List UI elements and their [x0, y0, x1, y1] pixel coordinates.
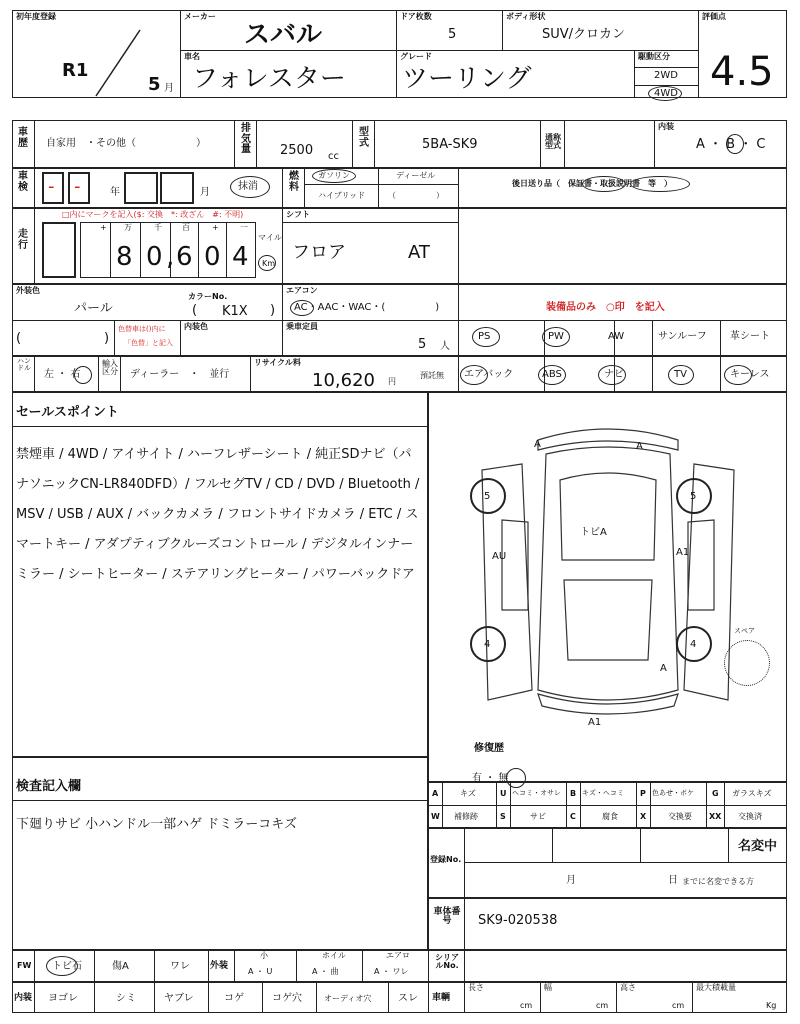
model-value: 5BA-SK9: [422, 137, 478, 152]
int-label: 内装: [14, 993, 33, 1003]
name-change-note: までに名変できる方: [682, 877, 754, 886]
displacement-unit: cc: [328, 151, 339, 162]
spare-tire: [724, 640, 770, 686]
height-cm: cm: [672, 1001, 685, 1010]
sales-points-title: セールスポイント: [16, 405, 119, 420]
equip-navi-circle: [598, 365, 626, 385]
color-no-value: K1X: [222, 304, 248, 319]
first-reg-label: 初年度登録: [16, 12, 56, 21]
equip-abs: ABS: [542, 369, 562, 380]
drive-2wd: 2WD: [654, 70, 678, 81]
diag-mark-tire-fr: 5: [690, 491, 697, 502]
legend-r2-code-2: S: [500, 812, 506, 821]
equipment-label: 装備品のみ ○印 を記入: [546, 302, 665, 313]
int-item-5: コゲ穴: [272, 993, 302, 1004]
displacement-value: 2500: [280, 143, 314, 158]
capacity-label: 乗車定員: [286, 322, 318, 331]
reg-day-unit: 日: [668, 875, 678, 886]
fuel-hybrid: ハイブリッド: [318, 191, 366, 200]
legend-r2-code-1: W: [431, 812, 440, 821]
equip-pw-circle: [542, 327, 570, 347]
handle-label: ハンドル: [17, 357, 31, 373]
chassis-label: 車体番号: [433, 907, 461, 927]
diag-mark-front-a2: A: [636, 441, 643, 452]
mileage-note: □内にマークを記入($: 交換 *: 改ざん #: 不明): [62, 210, 244, 219]
legend-r2-desc-5: 交換済: [738, 812, 762, 821]
capacity-value: 5: [418, 337, 427, 352]
sales-points-text: 禁煙車 / 4WD / アイサイト / ハーフレザーシート / 純正SDナビ（パナソニックCN-LR840DFD）/ フルセグTV / CD / DVD / Bluetooth / MSV / USB / AUX / バックカメラ / フロントサイドカメラ / ETC / スマートキー / アダプティブクルーズコントロール / デジタルインナーミラー / シートヒーター / ステアリングヒーター / パワーバックドア: [16, 447, 420, 582]
int-item-3: ヤブレ: [164, 993, 194, 1004]
equip-keyless-circle: [724, 365, 752, 385]
legend-r2-code-5: XX: [709, 812, 722, 821]
maker-label: メーカー: [184, 12, 216, 21]
wheel-value: A ・ 曲: [312, 967, 339, 976]
drive-label: 駆動区分: [638, 52, 670, 61]
equip-navi: ナビ: [604, 369, 624, 380]
auction-sheet: [12, 10, 787, 1013]
int-item-1: ヨゴレ: [48, 993, 78, 1004]
legend-r1-code-4: P: [640, 789, 646, 798]
common-model-label: 通称型式: [545, 133, 561, 151]
interior-color-label: 内装色: [184, 322, 208, 331]
mile-label: マイル: [258, 233, 282, 242]
int-item-6: オーディオ穴: [324, 994, 372, 1003]
shift-type: AT: [408, 242, 430, 263]
legend-r1-desc-1: キズ: [460, 789, 476, 798]
model-label: 型式: [359, 127, 369, 149]
recycle-value: 10,620: [312, 370, 375, 391]
mileage-unit-4: 百: [182, 223, 190, 232]
year-unit: 年: [110, 187, 120, 198]
fuel-gasoline: ガソリン: [318, 171, 350, 180]
serial-label: シリアルNo.: [435, 953, 459, 971]
capacity-unit: 人: [440, 341, 450, 352]
repair-value: 有 ・ 無: [472, 773, 509, 784]
int-item-2: シミ: [116, 993, 136, 1004]
mileage-digit-5: 4: [232, 242, 249, 272]
legend-r2-desc-3: 腐食: [602, 812, 618, 821]
legend-r1-code-5: G: [712, 789, 719, 798]
diag-mark-tire-rl: 4: [484, 639, 491, 650]
diag-mark-left: AU: [492, 551, 507, 562]
body-value: SUV/クロカン: [542, 27, 626, 42]
legend-r2-desc-2: サビ: [530, 812, 546, 821]
legend-r1-desc-5: ガラスキズ: [732, 789, 772, 798]
recycle-unit: 円: [388, 377, 396, 386]
mileage-unit-1: +: [100, 223, 107, 232]
color-no-label: カラーNo.: [188, 292, 228, 301]
grade-value: ツーリング: [402, 64, 532, 94]
length-label: 長さ: [468, 983, 484, 992]
ac-label: エアコン: [286, 286, 318, 295]
legend-r1-code-2: U: [500, 789, 507, 798]
exterior-color-value: パール: [74, 301, 113, 316]
legend-r2-code-3: C: [570, 812, 576, 821]
equip-pw: PW: [548, 331, 564, 342]
shift-label: シフト: [286, 210, 310, 219]
legend-r2-desc-4: 交換要: [668, 812, 692, 821]
slash-mark: [92, 28, 142, 98]
import-value: ディーラー ・ 並行: [130, 369, 230, 380]
diag-mark-tire-fl: 5: [484, 491, 491, 502]
grade-label: グレード: [400, 52, 432, 61]
mileage-unit-6: 一: [240, 223, 248, 232]
exterior-color-label: 外装色: [16, 286, 40, 295]
max-load-label: 最大積載量: [696, 983, 736, 992]
docs-circle-1: [582, 176, 626, 192]
inspection-month-unit: 月: [200, 187, 210, 198]
mileage-box-first: [42, 222, 76, 278]
color-no-close: ): [270, 303, 276, 318]
mileage-digit-1: 8: [116, 242, 133, 272]
inspection-box-3: [124, 172, 158, 204]
legend-r1-code-1: A: [432, 789, 439, 798]
mileage-digit-2: 0: [146, 242, 163, 272]
int-item-4: コゲ: [224, 993, 244, 1004]
history-label: 車歴: [18, 127, 28, 149]
maker-value: スバル: [244, 20, 323, 50]
inspection-box-4: [160, 172, 194, 204]
chassis-value: SK9-020538: [478, 913, 558, 928]
fw-label: FW: [17, 961, 32, 970]
equip-tv-circle: [668, 365, 694, 385]
small-label: 小: [260, 951, 268, 960]
car-name-label: 車名: [184, 52, 200, 61]
fuel-gasoline-circle: [312, 169, 356, 183]
inspection-notes-text: 下廻りサビ 小ハンドル一部ハゲ ドミラーコキズ: [16, 817, 298, 832]
small-value: A ・ U: [248, 967, 273, 976]
fw-circle: [46, 956, 78, 976]
int-item-7: スレ: [398, 993, 418, 1004]
displacement-label: 排気量: [241, 123, 251, 155]
km-circle: [258, 255, 276, 271]
equip-ps: PS: [478, 331, 491, 342]
legend-r2-desc-1: 補修跡: [454, 812, 478, 821]
spare-label: スペア: [734, 627, 755, 635]
diag-mark-rear-a1: A1: [588, 717, 602, 728]
equip-tv: TV: [674, 369, 687, 380]
registration-frame: [428, 828, 787, 898]
interior-value: A ・ B ・ C: [696, 137, 766, 152]
fuel-diesel: ディーゼル: [396, 171, 436, 180]
mileage-comma: ,: [166, 242, 175, 272]
name-change: 名変中: [738, 839, 778, 854]
fuel-other: （ ）: [388, 191, 444, 200]
equip-ps-circle: [472, 327, 500, 347]
mileage-unit-2: 万: [124, 223, 132, 232]
equip-airbag-circle: [460, 365, 488, 385]
repaint-note-2: 「色替」と記入: [124, 339, 173, 347]
equip-keyless: キーレス: [730, 369, 770, 380]
legend-r1-desc-2: ヘコミ・オサレ: [512, 789, 561, 797]
mileage-digit-3: 6: [176, 242, 193, 272]
inspection-value-2: -: [74, 176, 81, 197]
repaint-note-1: 色替車は()内に: [118, 325, 166, 333]
expired-circle: [230, 176, 270, 198]
drive-4wd-circle: [648, 86, 682, 101]
ac-circle: [290, 300, 314, 316]
color-no-open: (: [192, 303, 198, 318]
dims-label: 車輌: [432, 993, 451, 1003]
inspection-notes-title: 検査記入欄: [16, 779, 82, 794]
wheel-label: ホイル: [322, 951, 346, 960]
equip-airbag: エアバック: [464, 369, 514, 380]
height-label: 高さ: [620, 983, 636, 992]
handle-right-circle: [74, 366, 92, 384]
repair-title: 修復歴: [474, 743, 504, 754]
inspection-value-1: -: [48, 176, 55, 197]
shift-value: フロア: [292, 242, 346, 263]
max-load-kg: Kg: [766, 1001, 777, 1010]
fuel-label: 燃料: [289, 171, 299, 193]
diag-mark-rear-a: A: [660, 663, 667, 674]
fw-value: トビ石: [52, 961, 82, 972]
first-reg-era: R1: [62, 60, 89, 81]
diag-mark-hood: トビA: [580, 527, 607, 538]
recycle-deposit: 預託無: [420, 371, 444, 380]
diag-mark-front-a: A: [534, 439, 541, 450]
legend-r1-code-3: B: [570, 789, 577, 798]
mileage-unit-5: +: [212, 223, 219, 232]
reg-no-label: 登録No.: [430, 855, 462, 864]
car-diagram: [442, 410, 772, 730]
exterior-label: 外装: [210, 961, 229, 971]
aero-label: エアロ: [386, 951, 410, 960]
diag-mark-tire-rr: 4: [690, 639, 697, 650]
recycle-label: リサイクル料: [254, 358, 301, 367]
crack: ワレ: [170, 961, 190, 972]
equip-leather: 革シート: [730, 331, 770, 342]
equip-sunroof: サンルーフ: [658, 331, 707, 342]
handle-value: 左 ・ 右: [44, 369, 81, 380]
interior-label: 内装: [658, 122, 674, 131]
history-value: 自家用 ・その他（ ）: [46, 138, 206, 149]
score-value: 4.5: [710, 49, 774, 95]
car-name-value: フォレスター: [192, 64, 346, 94]
legend-r2-code-4: X: [640, 812, 647, 821]
interior-b-circle: [726, 134, 744, 154]
repaint-close: ): [104, 331, 110, 346]
expired-label: 抹消: [238, 181, 258, 192]
first-reg-month: 5: [148, 74, 161, 95]
doors-value: 5: [448, 27, 457, 42]
docs-circle-2: [630, 176, 690, 192]
month-unit: 月: [164, 83, 174, 94]
equip-abs-circle: [538, 365, 566, 385]
ac-value: AC・AAC・WAC・( ): [294, 302, 440, 313]
doors-label: ドア枚数: [400, 12, 432, 21]
width-cm: cm: [596, 1001, 609, 1010]
diag-mark-right: A1: [676, 547, 690, 558]
legend-r1-desc-4: 色あせ・ボケ: [652, 789, 694, 797]
score-label: 評価点: [702, 12, 726, 21]
import-label: 輸入区分: [102, 359, 118, 377]
length-cm: cm: [520, 1001, 533, 1010]
km-label: Km: [262, 259, 276, 268]
repaint-open: (: [16, 331, 22, 346]
width-label: 幅: [544, 983, 552, 992]
docs-label: 後日送り品（ 保証書・取扱説明書 等 ）: [512, 179, 672, 188]
mileage-digit-4: 0: [204, 242, 221, 272]
mileage-unit-3: 千: [154, 223, 162, 232]
equip-aw: AW: [608, 331, 625, 342]
reg-month-unit: 月: [566, 875, 576, 886]
inspection-label: 車検: [18, 171, 28, 193]
scratch-a: 傷A: [112, 961, 129, 972]
legend-r1-desc-3: キズ・ヘコミ: [582, 789, 624, 797]
body-label: ボディ形状: [506, 12, 546, 21]
mileage-label: 走行: [18, 229, 28, 251]
aero-value: A ・ ワレ: [374, 967, 409, 976]
drive-4wd: 4WD: [654, 88, 678, 99]
